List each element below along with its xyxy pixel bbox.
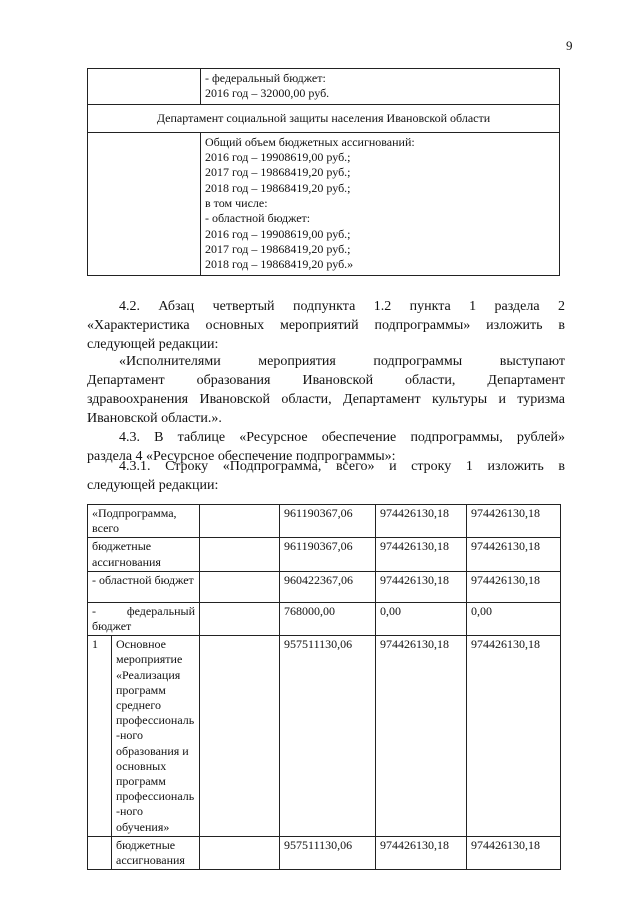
empty-cell bbox=[88, 69, 201, 105]
text-line: Департамент образования Ивановской области, Департамент bbox=[87, 373, 565, 388]
text-line: - областной бюджет: bbox=[205, 211, 311, 226]
federal-budget-cell bbox=[201, 69, 560, 105]
text-line: 2017 год – 19868419,20 руб.; bbox=[205, 241, 351, 256]
value-cell: 974426130,18 bbox=[376, 571, 467, 602]
value-cell: 974426130,18 bbox=[376, 836, 467, 869]
paragraph-4-3-1 bbox=[87, 457, 565, 495]
value-cell: 974426130,18 bbox=[467, 836, 561, 869]
text-line: в том числе: bbox=[205, 196, 268, 211]
value-cell: 974426130,18 bbox=[467, 636, 561, 837]
table-row bbox=[88, 538, 561, 571]
table-row bbox=[88, 104, 560, 132]
budget-table bbox=[87, 68, 560, 276]
text-line: следующей редакции: bbox=[87, 478, 219, 493]
value-cell: 0,00 bbox=[376, 602, 467, 635]
value-cell: 961190367,06 bbox=[280, 538, 376, 571]
text-line: «Исполнителями мероприятия подпрограммы выступают bbox=[119, 354, 565, 369]
page-number: 9 bbox=[566, 38, 573, 53]
text-line: здравоохранения Ивановской области, Департамент культуры и туризма bbox=[87, 392, 565, 407]
table-row bbox=[88, 836, 561, 869]
table-row bbox=[88, 602, 561, 635]
empty-cell bbox=[200, 836, 280, 869]
text-line: 2017 год – 19868419,20 руб.; bbox=[205, 165, 351, 180]
text-line: 2016 год – 19908619,00 руб.; bbox=[205, 226, 351, 241]
table-row bbox=[88, 132, 560, 275]
resource-table bbox=[87, 504, 561, 870]
empty-cell bbox=[200, 636, 280, 837]
value-cell: 960422367,06 bbox=[280, 571, 376, 602]
value-cell: 0,00 bbox=[467, 602, 561, 635]
text-line: раздела 4 «Ресурсное обеспечение подпрограммы»: bbox=[87, 449, 396, 464]
text-line: Ивановской области.». bbox=[87, 411, 222, 426]
text-line: следующей редакции: bbox=[87, 337, 219, 352]
row-name: бюджетные ассигнования bbox=[112, 836, 200, 869]
text-line: 2018 год – 19868419,20 руб.» bbox=[205, 257, 354, 272]
department-header: Департамент социальной защиты населения Ивановской области bbox=[88, 104, 560, 132]
text-line: 4.3.1. Строку «Подпрограмма, всего» и строку 1 изложить в bbox=[119, 459, 565, 474]
empty-cell bbox=[200, 602, 280, 635]
row-number bbox=[88, 836, 112, 869]
text-line: «Характеристика основных мероприятий подпрограммы» изложить в bbox=[87, 318, 565, 333]
budget-allocations-cell bbox=[201, 132, 560, 275]
table-row bbox=[88, 505, 561, 538]
value-cell: 957511130,06 bbox=[280, 636, 376, 837]
row-name: Основное мероприятие «Реализация программ среднего профессиональ-ного образования и основных программ профессиональ-ного обучения» bbox=[112, 636, 200, 837]
empty-cell bbox=[200, 505, 280, 538]
row-number: 1 bbox=[88, 636, 112, 837]
table-row bbox=[88, 571, 561, 602]
value-cell: 974426130,18 bbox=[467, 538, 561, 571]
value-cell: 961190367,06 bbox=[280, 505, 376, 538]
value-cell: 974426130,18 bbox=[376, 505, 467, 538]
value-cell: 974426130,18 bbox=[376, 636, 467, 837]
empty-cell bbox=[88, 132, 201, 275]
text-line: - федеральный бюджет: bbox=[205, 71, 326, 85]
text-line: 4.2. Абзац четвертый подпункта 1.2 пункта 1 раздела 2 bbox=[119, 299, 565, 314]
row-name: бюджетные ассигнования bbox=[88, 538, 200, 571]
text-line: 2016 год – 19908619,00 руб.; bbox=[205, 150, 351, 165]
paragraph-4-2 bbox=[87, 297, 565, 354]
text-line: Общий объем бюджетных ассигнований: bbox=[205, 134, 415, 149]
value-cell: 974426130,18 bbox=[467, 505, 561, 538]
empty-cell bbox=[200, 538, 280, 571]
table-row bbox=[88, 636, 561, 837]
empty-cell bbox=[200, 571, 280, 602]
value-cell: 957511130,06 bbox=[280, 836, 376, 869]
value-cell: 974426130,18 bbox=[376, 538, 467, 571]
text-line: 2016 год – 32000,00 руб. bbox=[205, 86, 330, 101]
value-cell: 974426130,18 bbox=[467, 571, 561, 602]
text-line: 4.3. В таблице «Ресурсное обеспечение подпрограммы, рублей» bbox=[119, 430, 565, 445]
row-name: «Подпрограмма, всего bbox=[88, 505, 200, 538]
table-row bbox=[88, 69, 560, 105]
row-name: - федеральный бюджет bbox=[88, 602, 200, 635]
text-line: 2018 год – 19868419,20 руб.; bbox=[205, 180, 351, 195]
paragraph-quote bbox=[87, 352, 565, 428]
row-name: - областной бюджет bbox=[88, 571, 200, 602]
value-cell: 768000,00 bbox=[280, 602, 376, 635]
